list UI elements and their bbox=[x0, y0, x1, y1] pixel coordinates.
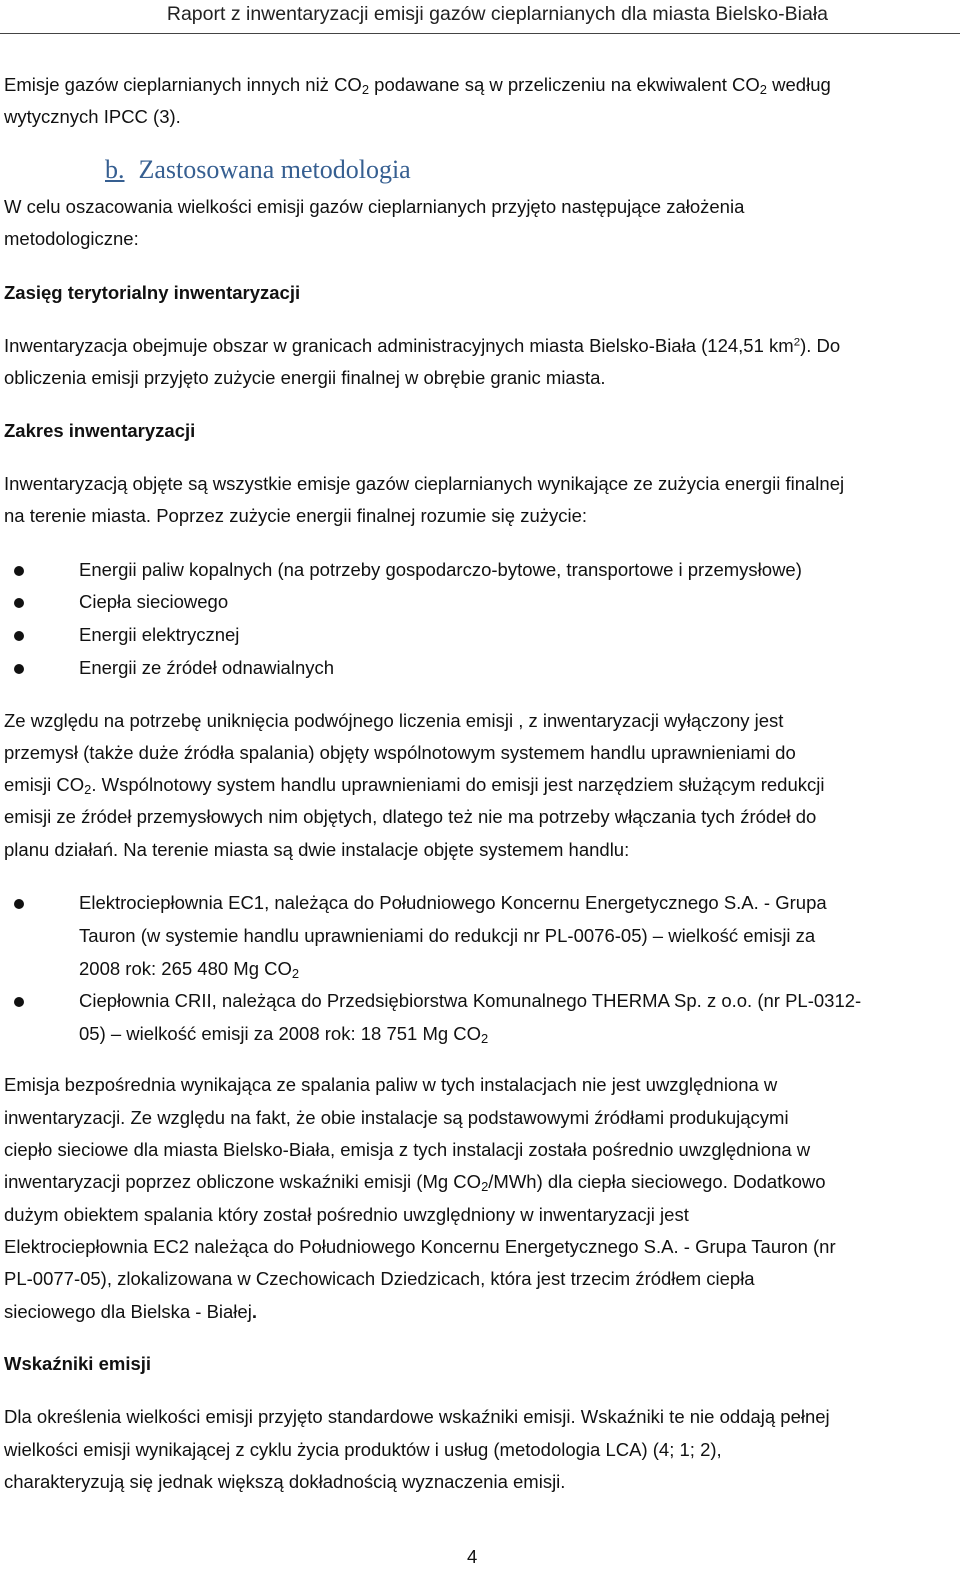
territorial-heading: Zasięg terytorialny inwentaryzacji bbox=[4, 282, 301, 303]
list-item: Energii paliw kopalnych (na potrzeby gospodarczo-bytowe, transportowe i przemysłowe) bbox=[79, 559, 802, 580]
bullet-icon bbox=[14, 664, 24, 674]
scope-line-2: na terenie miasta. Poprzez zużycie energii finalnej rozumie się zużycie: bbox=[4, 505, 588, 526]
intro-line-2: wytycznych IPCC (3). bbox=[4, 106, 181, 127]
ets-line-1: Ze względu na potrzebę uniknięcia podwójnego liczenia emisji , z inwentaryzacji wyłączony jest bbox=[4, 710, 784, 731]
direct-line-5: dużym obiektem spalania który został pośrednio uwzględniony w inwentaryzacji jest bbox=[4, 1204, 689, 1225]
page-number: 4 bbox=[467, 1546, 478, 1567]
direct-line-4: inwentaryzacji poprzez obliczone wskaźniki emisji (Mg $CO_2/MWh$) dla ciepła sieciowego. Dodatkowo bbox=[4, 1171, 826, 1195]
direct-line-6: Elektrociepłownia EC2 należąca do Południowego Koncernu Energetycznego S.A. - Grupa Tauron (nr bbox=[4, 1236, 836, 1257]
direct-line-7: PL-0077-05), zlokalizowana w Czechowicach Dziedzicach, która jest trzecim źródłem ciepła bbox=[4, 1268, 755, 1289]
section-heading: b. Zastosowana metodologia bbox=[105, 155, 411, 184]
list-item: Energii ze źródeł odnawialnych bbox=[79, 657, 335, 678]
installation-1-line-3: 2008 rok: 265 480 Mg $CO_2$ bbox=[79, 958, 300, 982]
factors-heading: Wskaźniki emisji bbox=[4, 1353, 152, 1374]
scope-line-1: Inwentaryzacją objęte są wszystkie emisje gazów cieplarnianych wynikające ze zużycia energii finalnej bbox=[4, 473, 845, 494]
method-line-2: metodologiczne: bbox=[4, 228, 139, 249]
bullet-icon bbox=[14, 997, 24, 1007]
bullet-icon bbox=[14, 566, 24, 576]
factors-line-2: wielkości emisji wynikającej z cyklu życia produktów i usług (metodologia LCA) (4; 1; 2), bbox=[4, 1439, 722, 1460]
ets-line-5: planu działań. Na terenie miasta są dwie instalacje objęte systemem handlu: bbox=[4, 839, 630, 860]
bullet-icon bbox=[14, 631, 24, 641]
ets-line-2: przemysł (także duże źródła spalania) objęty wspólnotowym systemem handlu uprawnieniami do bbox=[4, 742, 796, 763]
territorial-line-1: Inwentaryzacja obejmuje obszar w granicach administracyjnych miasta Bielsko-Biała (124,51 $km^2$). Do bbox=[4, 335, 841, 356]
installation-2-line-1: Ciepłownia CRII, należąca do Przedsiębiorstwa Komunalnego THERMA Sp. z o.o. (nr PL-0312- bbox=[79, 990, 862, 1011]
installation-1-line-2: Tauron (w systemie handlu uprawnieniami do redukcji nr PL-0076-05) – wielkość emisji za bbox=[79, 925, 816, 946]
factors-line-1: Dla określenia wielkości emisji przyjęto standardowe wskaźniki emisji. Wskaźniki te nie oddają pełnej bbox=[4, 1406, 830, 1427]
installation-2-line-2: 05) – wielkość emisji za 2008 rok: 18 751 Mg $CO_2$ bbox=[79, 1023, 489, 1047]
bullet-icon bbox=[14, 899, 24, 909]
page-header bbox=[0, 0, 960, 34]
list-item: Ciepła sieciowego bbox=[79, 591, 229, 612]
territorial-line-2: obliczenia emisji przyjęto zużycie energii finalnej w obrębie granic miasta. bbox=[4, 367, 606, 388]
intro-line-1: Emisje gazów cieplarnianych innych niż $CO_2$ podawane są w przeliczeniu na ekwiwalent $CO_2$ według bbox=[4, 74, 831, 98]
direct-line-2: inwentaryzacji. Ze względu na fakt, że obie instalacje są podstawowymi źródłami produkującymi bbox=[4, 1107, 789, 1128]
list-item: Energii elektrycznej bbox=[79, 624, 240, 645]
direct-line-1: Emisja bezpośrednia wynikająca ze spalania paliw w tych instalacjach nie jest uwzględniona w bbox=[4, 1074, 778, 1095]
ets-line-3: emisji $CO_2$. Wspólnotowy system handlu uprawnieniami do emisji jest narzędziem służącym redukcji bbox=[4, 774, 825, 798]
factors-line-3: charakteryzują się jednak większą dokładnością wyznaczenia emisji. bbox=[4, 1471, 566, 1492]
scope-heading: Zakres inwentaryzacji bbox=[4, 420, 196, 441]
bullet-icon bbox=[14, 598, 24, 608]
ets-line-4: emisji ze źródeł przemysłowych nim objętych, dlatego też nie ma potrzeby włączania tych źródeł do bbox=[4, 806, 817, 827]
direct-line-3: ciepło sieciowe dla miasta Bielsko-Biała, emisja z tych instalacji została pośrednio uwzględniona w bbox=[4, 1139, 811, 1160]
direct-line-8: sieciowego dla Bielska - Białej. bbox=[4, 1301, 257, 1322]
installation-1-line-1: Elektrociepłownia EC1, należąca do Południowego Koncernu Energetycznego S.A. - Grupa bbox=[79, 892, 827, 913]
method-line-1: W celu oszacowania wielkości emisji gazów cieplarnianych przyjęto następujące założenia bbox=[4, 196, 745, 217]
header-title: Raport z inwentaryzacji emisji gazów cieplarnianych dla miasta Bielsko-Biała bbox=[166, 3, 828, 25]
